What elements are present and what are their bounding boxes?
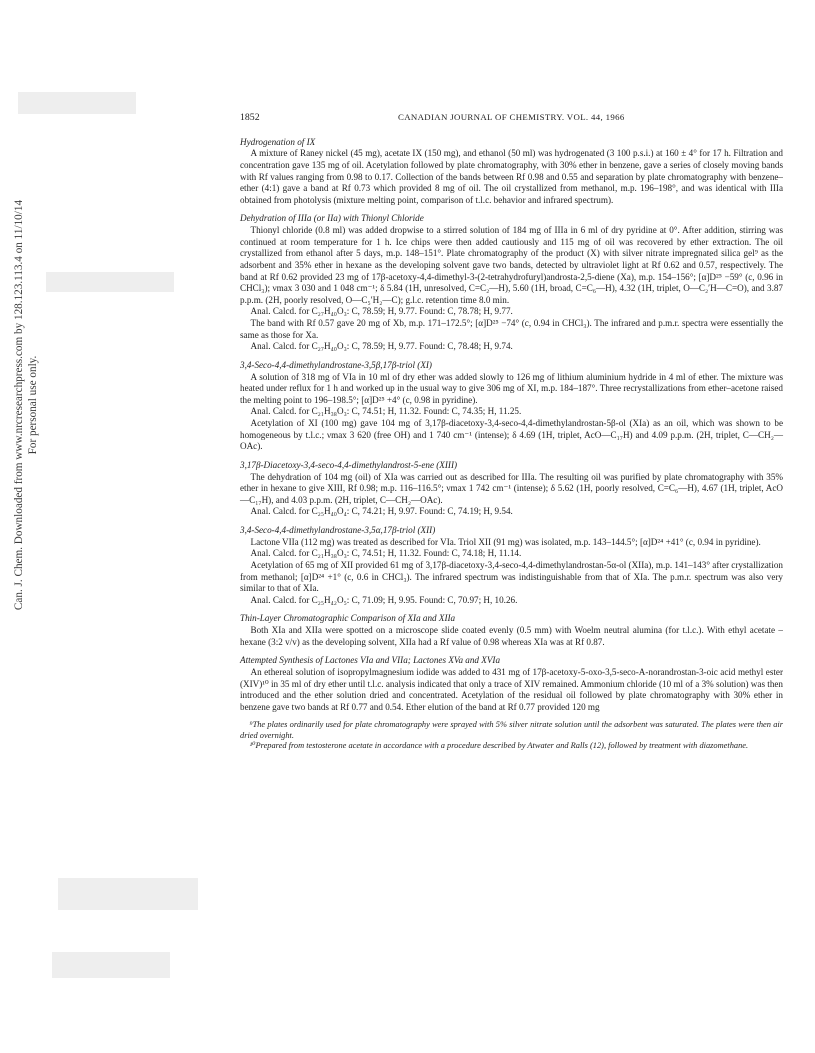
section-triol-xii (240, 525, 783, 606)
download-watermark (12, 190, 46, 620)
section-title: Attempted Synthesis of Lactones VIa and VIIa; Lactones XVa and XVIa (240, 655, 501, 666)
paragraph: A solution of 318 mg of VIa in 10 ml of dry ether was added slowly to 126 mg of lithium aluminium hydride in 4 ml of ether. The mixture was heated under reflux for 1 h and worked up in the usual way to give 306 mg of XI, m.p. 184–187°. Three recrystallizations from ether–acetone raised the melting point to 196–198.5°; [α]D²⁵ +4° (c, 0.98 in pyridine). (240, 371, 783, 405)
paragraph: Acetylation of XI (100 mg) gave 104 mg of 3,17β-diacetoxy-3,4-seco-4,4-dimethylandrostan-5β-ol (XIa) as an oil, which was shown to be homogeneous by t.l.c.; νmax 3 620 (free OH) and 1 740 cm⁻¹ (intense); δ 4.69 (1H, triplet, AcO—C₁₇H) and 4.09 p.p.m. (2H, triplet, C—CH₂—OAc). (240, 418, 783, 452)
scan-speckle (58, 878, 198, 910)
paragraph: A mixture of Raney nickel (45 mg), acetate IX (150 mg), and ethanol (50 ml) was hydrogenated (3 100 p.s.i.) at 160 ± 4° for 17 h. Filtration and concentration gave 135 mg of oil. Acetylation followed by plate chromatography, with 30% ether in benzene, gave a series of closely moving bands with Rf values ranging from 0.98 to 0.17. Collection of the bands between Rf 0.98 and 0.55 and separation by plate chromatography with benzene–ether (4:1) gave a band at Rf 0.73 which provided 8 mg of oil. The oil crystallized from methanol, m.p. 196–198°, and was identical with IIIa obtained from photolysis (mixture melting point, comparison of t.l.c. behavior and infrared spectrum). (240, 148, 783, 205)
footnote: ⁹The plates ordinarily used for plate chromatography were sprayed with 5% silver nitrate solution until the adsorbent was saturated. The plates were then air dried overnight. (240, 720, 783, 740)
paragraph: Thionyl chloride (0.8 ml) was added dropwise to a stirred solution of 184 mg of IIIa in 6 ml of dry pyridine at 0°. After addition, stirring was continued at room temperature for 1 h. Ice chips were then added cautiously and 115 mg of oil was recovered by ether extraction. The oil crystallized from ethanol after 5 days, m.p. 148–151°. Plate chromatography of the product (X) with silver nitrate impregnated silica gel⁹ as the adsorbent and 35% ether in hexane as the developing solvent gave two bands, detected by ultraviolet light at Rf 0.62 and 0.57, respectively. The band at Rf 0.62 provided 23 mg of 17β-acetoxy-4,4-dimethyl-3-(2-tetrahydrofuryl)androsta-2,5-diene (Xa), m.p. 154–156°; [α]D²⁵ −59° (c, 0.96 in CHCl₃); νmax 3 030 and 1 048 cm⁻¹; δ 5.84 (1H, unresolved, C=C₂—H), 5.60 (1H, broad, C=C₆—H), 4.32 (1H, triplet, O—C₂′H—C=O), and 3.87 p.p.m. (2H, poorly resolved, O—C₅′H₂—C); g.l.c. retention time 8.0 min. (240, 225, 783, 305)
journal-title: CANADIAN JOURNAL OF CHEMISTRY. VOL. 44, 1966 (397, 112, 625, 122)
analysis-line: Anal. Calcd. for C₂₅H₄₂O₅: C, 71.09; H, 9.95. Found: C, 70.97; H, 10.26. (250, 594, 518, 605)
page-number: 1852 (240, 112, 260, 123)
section-title: Dehydration of IIIa (or IIa) with Thionyl Chloride (240, 213, 424, 224)
paragraph: Acetylation of 65 mg of XII provided 61 mg of 3,17β-diacetoxy-3,4-seco-4,4-dimethylandrostan-5α-ol (XIIa), m.p. 141–143° after crystallization from methanol; [α]D²⁴ +1° (c, 0.6 in CHCl₃). The infrared spectrum was indistinguishable from that of XIa. The p.m.r. spectrum was also very similar to that of XIa. (240, 559, 783, 594)
section-dehydration (240, 213, 783, 353)
section-title: 3,17β-Diacetoxy-3,4-seco-4,4-dimethylandrost-5-ene (XIII) (240, 459, 458, 470)
analysis-line: Anal. Calcd. for C₂₇H₄₀O₃: C, 78.59; H, 9.77. Found: C, 78.48; H, 9.74. (250, 341, 513, 352)
scan-speckle (18, 92, 136, 114)
section-tlc-comparison (240, 613, 783, 648)
section-triol-xi (240, 360, 783, 453)
paragraph: An ethereal solution of isopropylmagnesium iodide was added to 431 mg of 17β-acetoxy-5-oxo-3,5-seco-A-norandrostan-3-oic acid methyl ester (XIV)¹⁰ in 35 ml of dry ether until t.l.c. analysis indicated that only a trace of XIV remained. Ammonium chloride (10 ml of a 3% solution) was then introduced and the ether solution dried and concentrated. Acetylation of the residual oil followed by plate chromatography with 30% ether in benzene gave two bands at Rf 0.77 and 0.54. Ether elution of the band at Rf 0.77 provided 120 mg (240, 666, 783, 712)
paragraph: The band with Rf 0.57 gave 20 mg of Xb, m.p. 171–172.5°; [α]D²⁵ −74° (c, 0.94 in CHCl₃). The infrared and p.m.r. spectra were essentially the same as those for Xa. (240, 318, 783, 340)
section-hydrogenation (240, 137, 783, 207)
section-title: 3,4-Seco-4,4-dimethylandrostane-3,5β,17β-triol (XI) (240, 359, 432, 370)
paragraph: The dehydration of 104 mg (oil) of XIa was carried out as described for IIIa. The resulting oil was purified by plate chromatography with 35% ether in hexane to give XIII, Rf 0.98; m.p. 116–116.5°; νmax 1 742 cm⁻¹ (intense); δ 5.62 (1H, poorly resolved, C=C₆—H), 4.67 (1H, triplet, AcO—C₁₇H), and 4.03 p.p.m. (2H, triplet, C—CH₂—OAc). (240, 471, 783, 505)
paragraph: Lactone VIIa (112 mg) was treated as described for VIa. Triol XII (91 mg) was isolated, m.p. 143–144.5°; [α]D²⁴ +41° (c, 0.94 in pyridine). (250, 536, 761, 547)
watermark-line-1: Can. J. Chem. Downloaded from www.nrcresearchpress.com by 128.123.113.4 on 11/10/14 (13, 199, 25, 611)
scan-speckle (46, 272, 174, 292)
analysis-line: Anal. Calcd. for C₂₁H₃₈O₃: C, 74.51; H, 11.32. Found: C, 74.35; H, 11.25. (250, 406, 522, 417)
section-attempted-synthesis (240, 655, 783, 713)
scan-speckle (52, 952, 170, 978)
section-title: 3,4-Seco-4,4-dimethylandrostane-3,5α,17β-triol (XII) (240, 525, 436, 535)
analysis-line: Anal. Calcd. for C₂₇H₄₀O₃: C, 78.59; H, 9.77. Found: C, 78.78; H, 9.77. (250, 306, 513, 317)
analysis-line: Anal. Calcd. for C₂₁H₃₈O₃: C, 74.51; H, 11.32. Found: C, 74.18; H, 11.14. (250, 548, 522, 559)
footnote: ¹⁰Prepared from testosterone acetate in accordance with a procedure described by Atwater and Ralls (12), followed by treatment with diazomethane. (249, 740, 749, 750)
section-title: Hydrogenation of IX (240, 136, 316, 147)
footnotes (240, 720, 783, 751)
paragraph: Both XIa and XIIa were spotted on a microscope slide coated evenly (0.5 mm) with Woelm neutral alumina (for t.l.c.). With ethyl acetate – hexane (3:2 v/v) as the developing solvent, XIIa had a Rf value of 0.98 whereas XIa was at Rf 0.87. (240, 625, 783, 647)
section-diacetoxy-xiii (240, 460, 783, 518)
article-body (240, 112, 783, 751)
analysis-line: Anal. Calcd. for C₂₅H₄₀O₄: C, 74.21; H, 9.97. Found: C, 74.19; H, 9.54. (250, 506, 513, 517)
watermark-line-2: For personal use only. (27, 355, 39, 455)
running-header (240, 112, 783, 124)
section-title: Thin-Layer Chromatographic Comparison of XIa and XIIa (240, 613, 456, 624)
